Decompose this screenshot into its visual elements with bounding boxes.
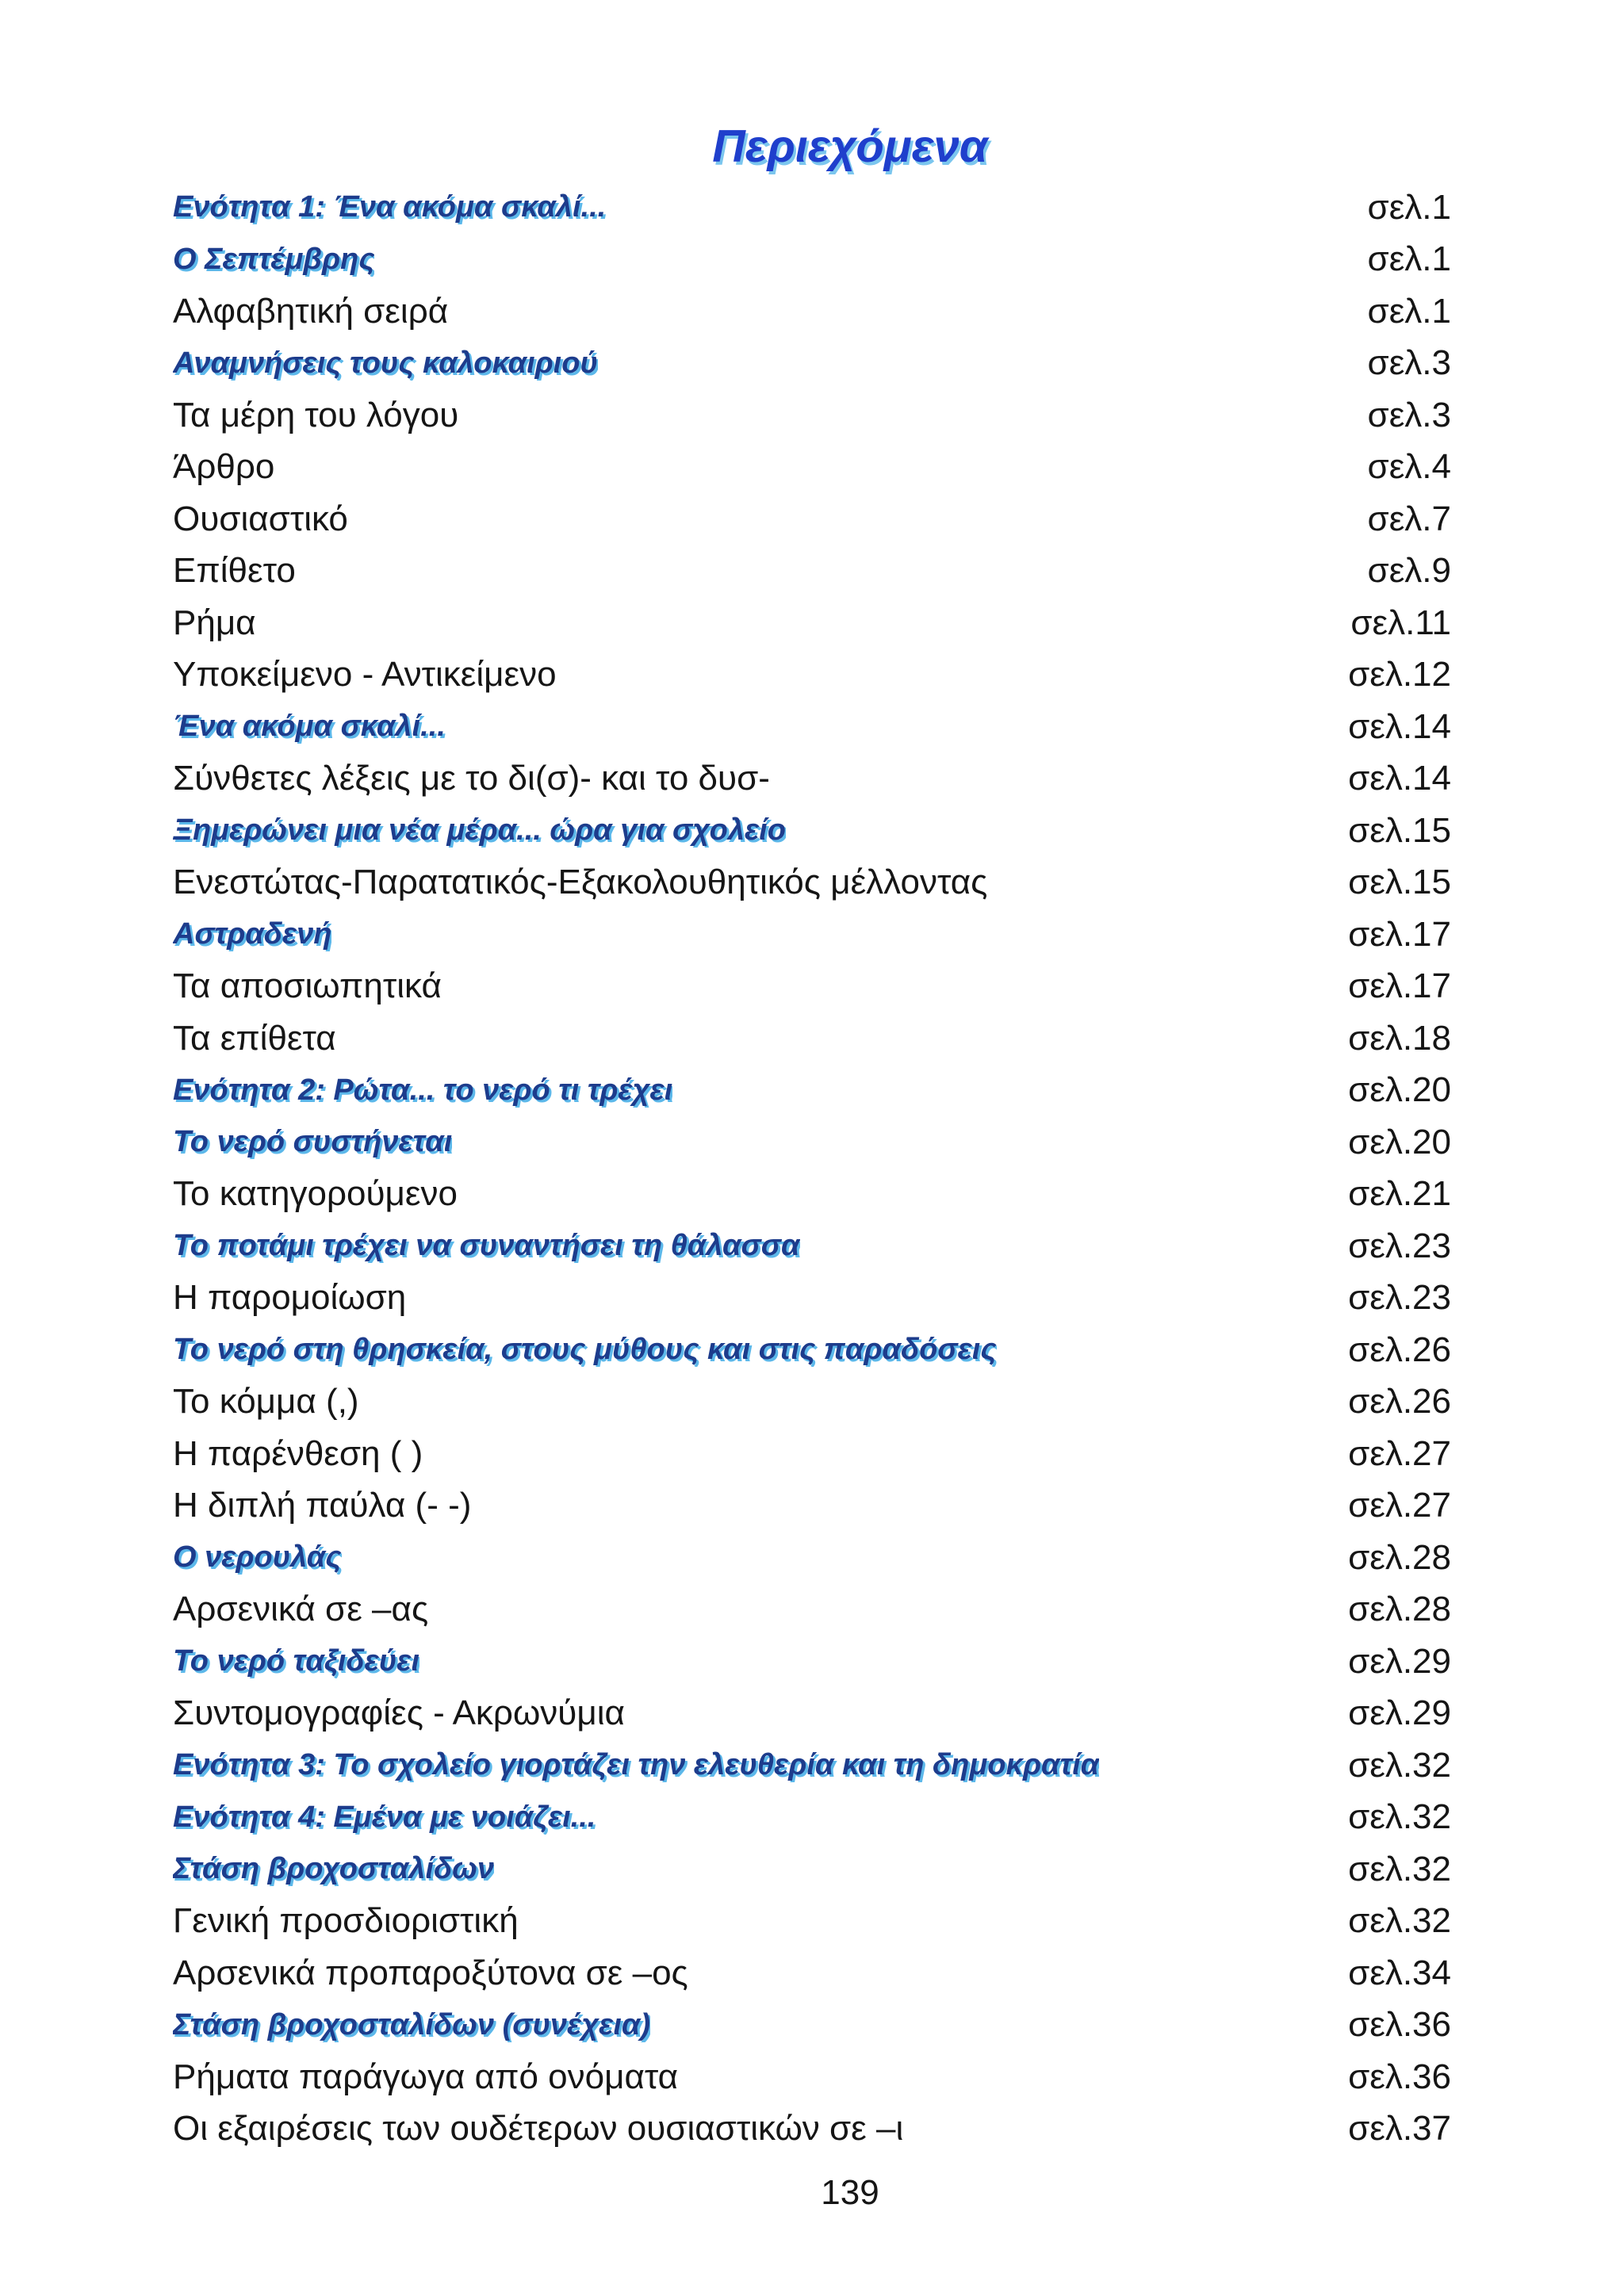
toc-section-heading xyxy=(173,1116,1451,1169)
toc-entry-title: Η διπλή παύλα (- -) xyxy=(173,1486,472,1525)
toc-entry-page: σελ.36 xyxy=(1348,2057,1451,2096)
toc-entry-page: σελ.20 xyxy=(1348,1070,1451,1110)
toc-entry-page: σελ.15 xyxy=(1348,810,1451,850)
toc-entry-title: Σύνθετες λέξεις με το δι(σ)- και το δυσ- xyxy=(173,759,770,798)
toc-entry-title: Τα αποσιωπητικά xyxy=(173,966,442,1006)
toc-entry-title: Ενότητα 1: Ένα ακόμα σκαλί... xyxy=(173,190,607,224)
toc-entry xyxy=(173,285,1451,338)
toc-section-heading xyxy=(173,805,1451,857)
toc-entry-title: Συντομογραφίες - Ακρωνύμια xyxy=(173,1693,625,1733)
toc-entry-title: Στάση βροχοσταλίδων (συνέχεια) xyxy=(173,2007,651,2042)
toc-entry xyxy=(173,1169,1451,1221)
toc-entry-title: Αλφαβητική σειρά xyxy=(173,291,449,331)
toc-entry xyxy=(173,857,1451,909)
toc-entry-title: Αρσενικά προπαροξύτονα σε –ος xyxy=(173,1953,688,1992)
toc-entry-title: Ενότητα 4: Εμένα με νοιάζει... xyxy=(173,1800,596,1834)
toc-entry xyxy=(173,649,1451,702)
toc-entry-page: σελ.34 xyxy=(1348,1953,1451,1992)
toc-entry-page: σελ.17 xyxy=(1348,966,1451,1006)
toc-entry-page: σελ.37 xyxy=(1348,2109,1451,2149)
toc-section-heading xyxy=(173,1065,1451,1117)
toc-section-heading xyxy=(173,1843,1451,1896)
table-of-contents xyxy=(173,182,1451,2155)
toc-entry-page: σελ.21 xyxy=(1348,1174,1451,1214)
toc-entry xyxy=(173,1012,1451,1065)
toc-entry-title: Ένα ακόμα σκαλί... xyxy=(173,710,446,744)
toc-entry-page: σελ.32 xyxy=(1348,1849,1451,1888)
toc-entry-page: σελ.28 xyxy=(1348,1537,1451,1577)
toc-entry-title: Αναμνήσεις τους καλοκαιριού xyxy=(173,346,598,380)
toc-section-heading xyxy=(173,1739,1451,1792)
toc-entry xyxy=(173,1480,1451,1533)
toc-entry-title: Ενότητα 3: Το σχολείο γιορτάζει την ελευθερία και τη δημοκρατία xyxy=(173,1748,1100,1782)
toc-entry-page: σελ.9 xyxy=(1367,551,1451,591)
toc-entry-title: Άρθρο xyxy=(173,447,275,487)
toc-entry-page: σελ.32 xyxy=(1348,1797,1451,1837)
toc-entry-page: σελ.11 xyxy=(1350,603,1451,642)
toc-entry-title: Η παρομοίωση xyxy=(173,1278,407,1318)
toc-entry-title: Ρήμα xyxy=(173,603,256,642)
toc-section-heading xyxy=(173,1792,1451,1844)
toc-entry-page: σελ.27 xyxy=(1348,1433,1451,1473)
toc-entry-page: σελ.7 xyxy=(1367,499,1451,538)
toc-entry-page: σελ.32 xyxy=(1348,1901,1451,1941)
toc-entry-title: Το νερό στη θρησκεία, στους μύθους και στις παραδόσεις xyxy=(173,1333,997,1367)
toc-entry xyxy=(173,1272,1451,1325)
toc-entry xyxy=(173,753,1451,806)
toc-entry-title: Τα επίθετα xyxy=(173,1018,336,1058)
toc-section-heading xyxy=(173,1636,1451,1688)
toc-entry-page: σελ.28 xyxy=(1348,1590,1451,1629)
toc-entry xyxy=(173,597,1451,649)
toc-section-heading xyxy=(173,234,1451,286)
toc-section-heading xyxy=(173,1220,1451,1272)
toc-entry-title: Τα μέρη του λόγου xyxy=(173,395,459,434)
toc-entry-page: σελ.29 xyxy=(1348,1693,1451,1733)
toc-entry-page: σελ.14 xyxy=(1348,759,1451,798)
toc-section-heading xyxy=(173,1532,1451,1584)
toc-entry-title: Ξημερώνει μια νέα μέρα... ώρα για σχολείο xyxy=(173,813,786,848)
toc-entry xyxy=(173,2051,1451,2103)
toc-entry-title: Αρσενικά σε –ας xyxy=(173,1590,429,1629)
toc-entry-page: σελ.18 xyxy=(1348,1018,1451,1058)
toc-section-heading xyxy=(173,909,1451,961)
toc-entry-page: σελ.26 xyxy=(1348,1382,1451,1422)
toc-entry xyxy=(173,1584,1451,1636)
toc-section-heading xyxy=(173,701,1451,753)
toc-entry-title: Το κόμμα (,) xyxy=(173,1382,359,1422)
toc-entry-title: Το ποτάμι τρέχει να συναντήσει τη θάλασσα xyxy=(173,1229,800,1263)
toc-entry-page: σελ.3 xyxy=(1367,395,1451,434)
toc-entry-title: Ουσιαστικό xyxy=(173,499,348,538)
toc-entry-title: Το νερό ταξιδεύει xyxy=(173,1644,419,1678)
toc-entry xyxy=(173,545,1451,598)
toc-entry-title: Ενεστώτας-Παρατατικός-Εξακολουθητικός μέλλοντας xyxy=(173,863,988,902)
toc-entry-page: σελ.36 xyxy=(1348,2005,1451,2045)
toc-entry-page: σελ.32 xyxy=(1348,1745,1451,1785)
toc-entry-page: σελ.27 xyxy=(1348,1486,1451,1525)
toc-entry-title: Στάση βροχοσταλίδων xyxy=(173,1852,495,1886)
toc-entry-page: σελ.29 xyxy=(1348,1641,1451,1681)
toc-entry-title: Το νερό συστήνεται xyxy=(173,1125,453,1159)
toc-entry xyxy=(173,961,1451,1013)
toc-entry-title: Οι εξαιρέσεις των ουδέτερων ουσιαστικών σε –ι xyxy=(173,2109,904,2149)
toc-entry xyxy=(173,1896,1451,1948)
toc-entry-page: σελ.12 xyxy=(1348,655,1451,695)
toc-section-heading xyxy=(173,182,1451,234)
toc-entry xyxy=(173,1376,1451,1429)
toc-section-heading xyxy=(173,1324,1451,1376)
toc-entry xyxy=(173,1428,1451,1480)
toc-entry xyxy=(173,1947,1451,1999)
toc-entry xyxy=(173,389,1451,442)
toc-entry-page: σελ.4 xyxy=(1367,447,1451,487)
toc-section-heading xyxy=(173,1999,1451,2052)
toc-entry xyxy=(173,493,1451,545)
toc-entry-title: Ενότητα 2: Ρώτα... το νερό τι τρέχει xyxy=(173,1073,673,1107)
toc-entry xyxy=(173,2103,1451,2156)
toc-entry xyxy=(173,442,1451,494)
toc-entry-page: σελ.3 xyxy=(1367,343,1451,383)
toc-entry-title: Ο Σεπτέμβρης xyxy=(173,242,375,276)
toc-entry-page: σελ.1 xyxy=(1367,291,1451,331)
toc-entry-page: σελ.20 xyxy=(1348,1122,1451,1161)
toc-entry-title: Υποκείμενο - Αντικείμενο xyxy=(173,655,557,695)
toc-entry-title: Η παρένθεση ( ) xyxy=(173,1433,423,1473)
page-number: 139 xyxy=(821,2173,879,2212)
toc-entry-page: σελ.15 xyxy=(1348,863,1451,902)
toc-entry-title: Ρήματα παράγωγα από ονόματα xyxy=(173,2057,679,2096)
toc-entry-title: Γενική προσδιοριστική xyxy=(173,1901,519,1941)
toc-entry-page: σελ.1 xyxy=(1367,239,1451,279)
toc-entry-page: σελ.23 xyxy=(1348,1226,1451,1265)
toc-entry-title: Αστραδενή xyxy=(173,917,332,951)
toc-entry-page: σελ.26 xyxy=(1348,1330,1451,1369)
toc-entry-title: Επίθετο xyxy=(173,551,296,591)
toc-entry xyxy=(173,1688,1451,1740)
toc-entry-page: σελ.23 xyxy=(1348,1278,1451,1318)
page-title: Περιεχόμενα xyxy=(712,121,988,172)
toc-entry-page: σελ.14 xyxy=(1348,706,1451,746)
toc-entry-page: σελ.1 xyxy=(1367,187,1451,227)
toc-entry-page: σελ.17 xyxy=(1348,914,1451,954)
toc-entry-title: Ο νερουλάς xyxy=(173,1540,342,1575)
toc-entry-title: Το κατηγορούμενο xyxy=(173,1174,458,1214)
toc-section-heading xyxy=(173,338,1451,390)
